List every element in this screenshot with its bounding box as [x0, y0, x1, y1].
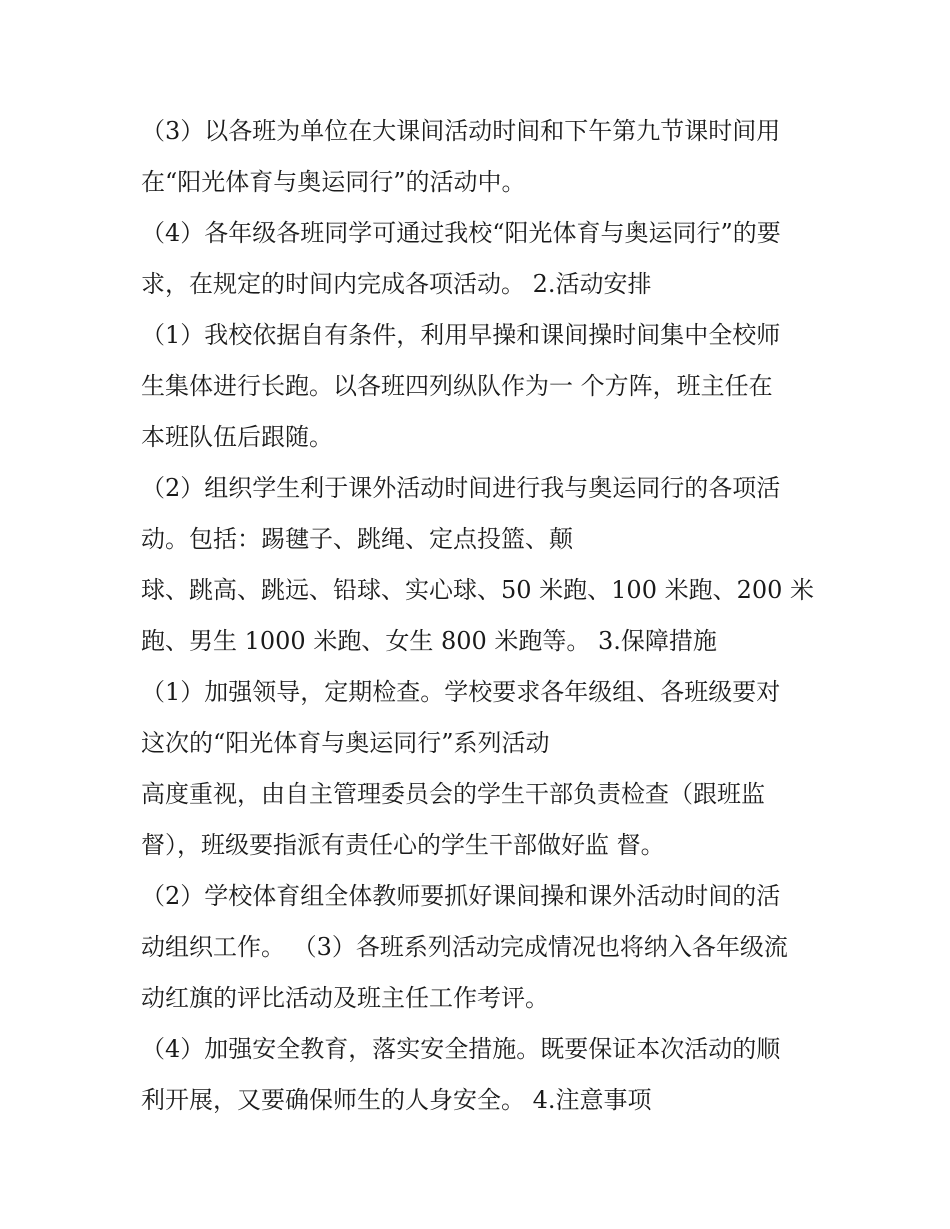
text-line: 利开展，又要确保师生的人身安全。 4.注意事项: [141, 1086, 652, 1114]
text-line: （1）加强领导，定期检查。学校要求各年级组、各班级要对: [141, 678, 781, 706]
text-line: 球、跳高、跳远、铅球、实心球、50 米跑、100 米跑、200 米: [141, 576, 815, 604]
text-line: 动红旗的评比活动及班主任工作考评。: [141, 984, 549, 1012]
text-line: （4）各年级各班同学可通过我校“阳光体育与奥运同行”的要: [141, 219, 781, 247]
text-line: 在“阳光体育与奥运同行”的活动中。: [141, 168, 526, 196]
text-line: 跑、男生 1000 米跑、女生 800 米跑等。 3.保障措施: [141, 627, 717, 655]
text-line: 生集体进行长跑。以各班四列纵队作为一 个方阵，班主任在: [141, 372, 773, 400]
text-line: 高度重视，由自主管理委员会的学生干部负责检查（跟班监: [141, 780, 765, 808]
document-body: [141, 106, 821, 1126]
text-line: 这次的“阳光体育与奥运同行”系列活动: [141, 729, 550, 757]
text-line: 求，在规定的时间内完成各项活动。 2.活动安排: [141, 270, 652, 298]
text-line: （2）学校体育组全体教师要抓好课间操和课外活动时间的活: [141, 882, 781, 910]
text-line: 动组织工作。 （3）各班系列活动完成情况也将纳入各年级流: [141, 933, 788, 961]
text-line: （4）加强安全教育，落实安全措施。既要保证本次活动的顺: [141, 1035, 781, 1063]
text-line: 本班队伍后跟随。: [141, 423, 333, 451]
text-line: （1）我校依据自有条件，利用早操和课间操时间集中全校师: [141, 321, 781, 349]
text-line: （3）以各班为单位在大课间活动时间和下午第九节课时间用: [141, 117, 781, 145]
text-line: （2）组织学生利于课外活动时间进行我与奥运同行的各项活: [141, 474, 781, 502]
text-line: 动。包括：踢毽子、跳绳、定点投篮、颠: [141, 525, 573, 553]
text-line: 督），班级要指派有责任心的学生干部做好监 督。: [141, 831, 665, 859]
